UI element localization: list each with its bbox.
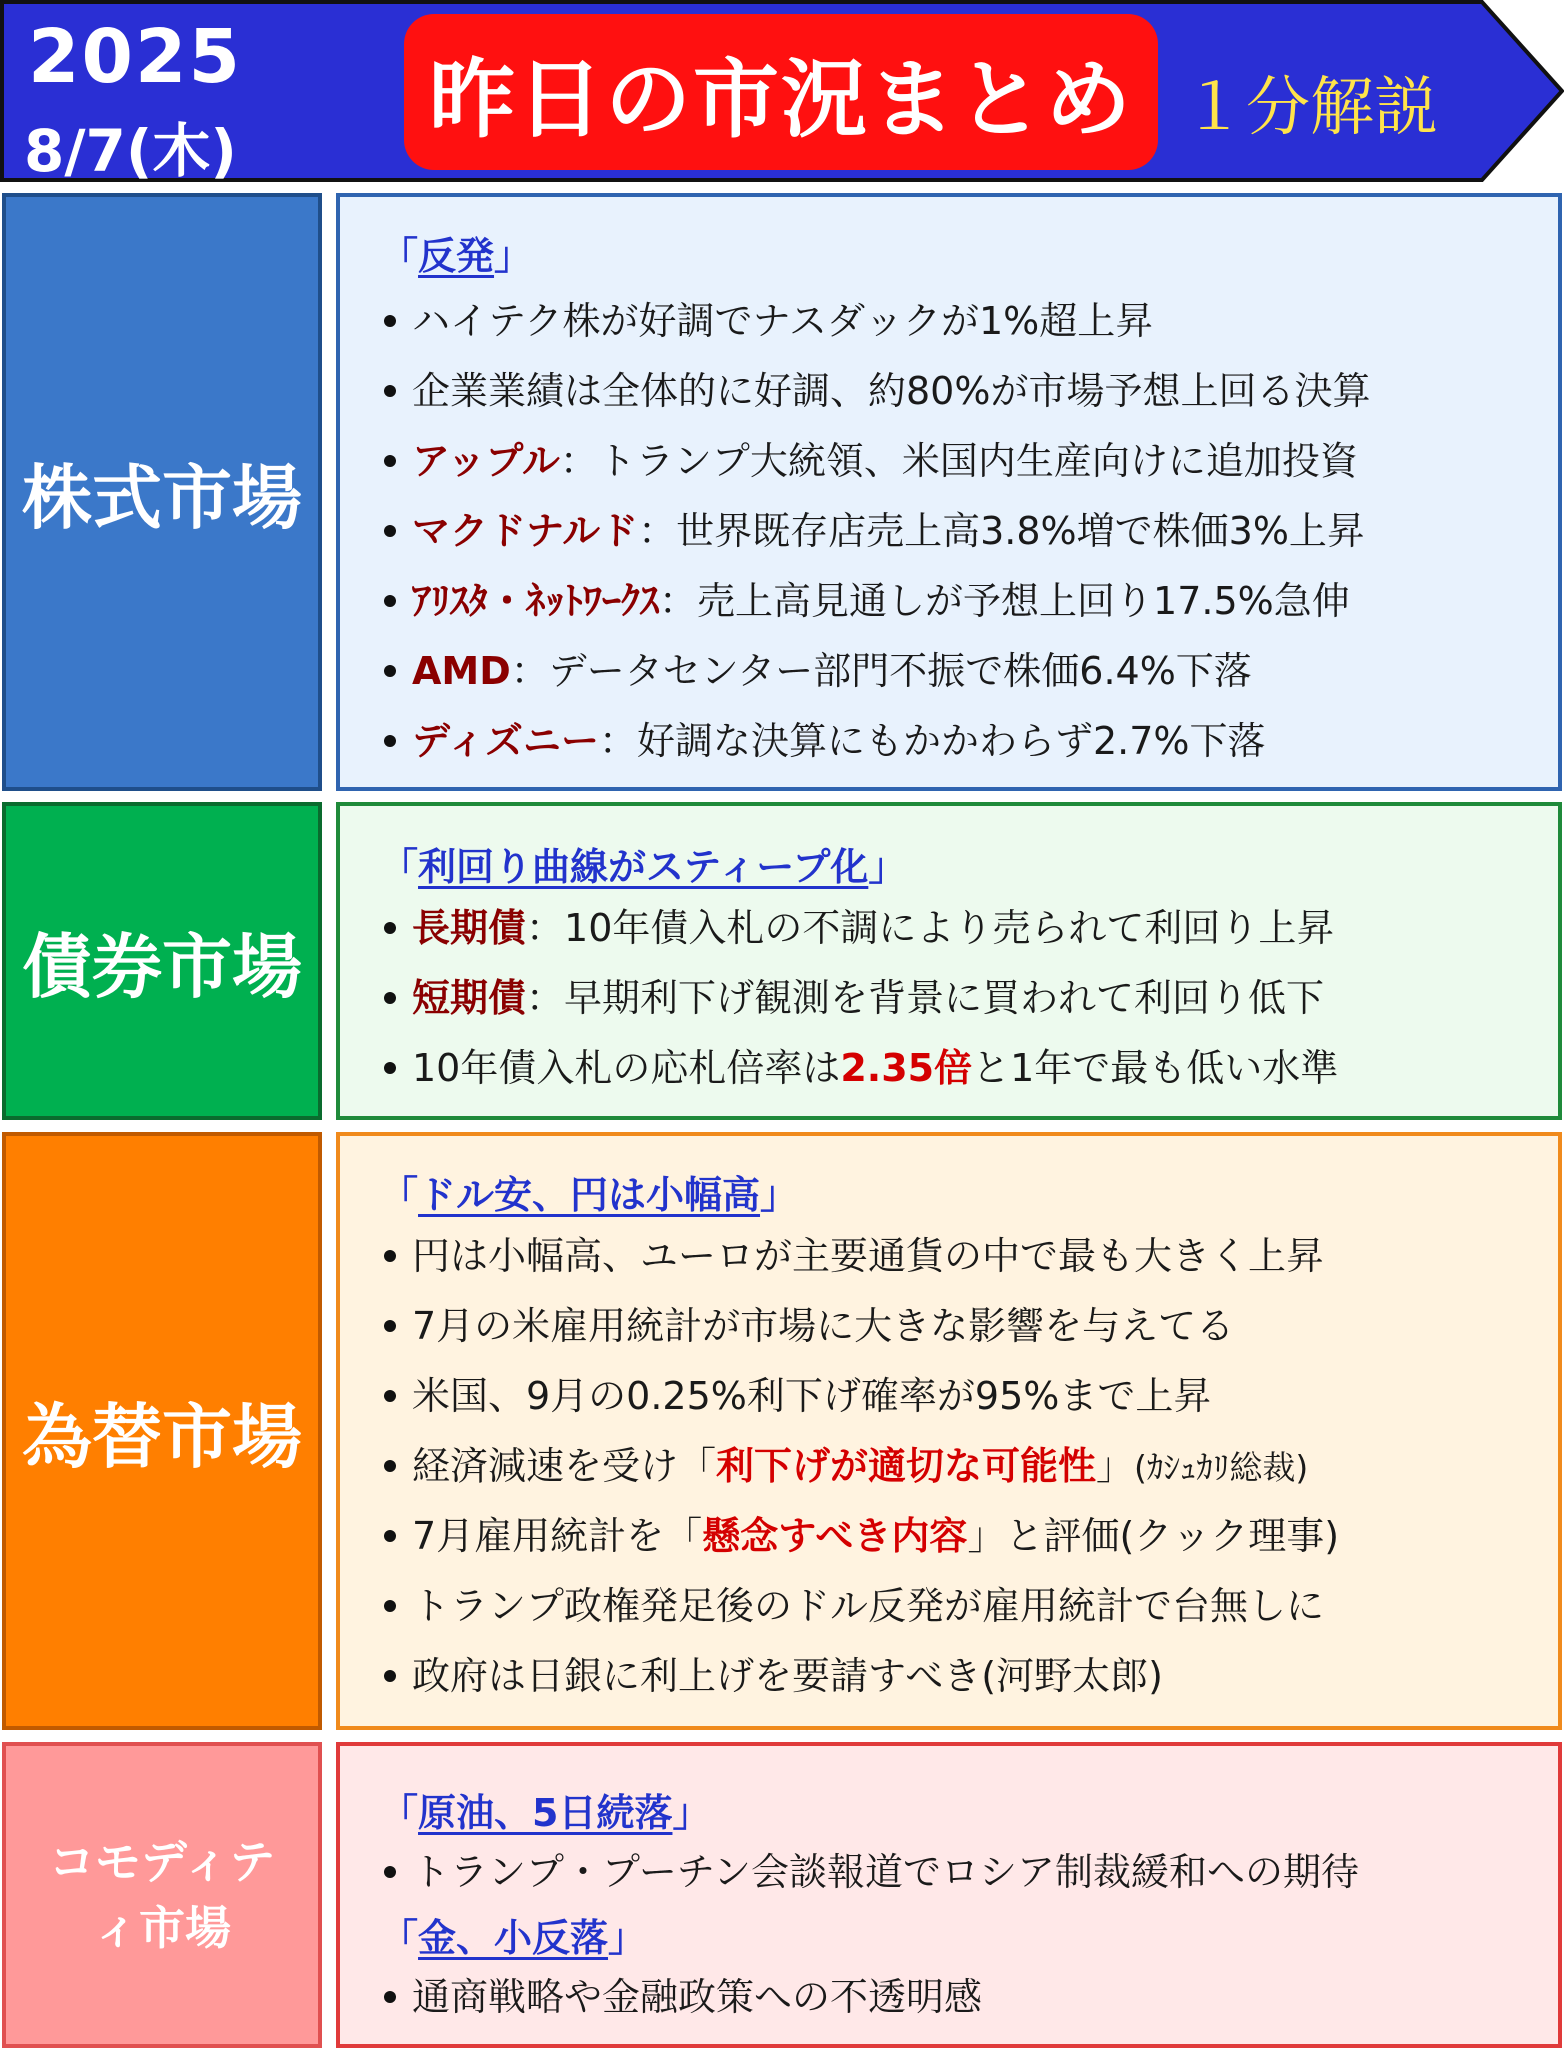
list-item xyxy=(380,1962,1538,2032)
item-text: 政府は日銀に利上げを要請すべき(河野太郎) xyxy=(412,1654,1163,1698)
item-text: ：トランプ大統領、米国内生産向けに追加投資 xyxy=(559,439,1358,483)
item-keyword: ディズニー xyxy=(412,719,599,763)
commodities-label-line: ィ市場 xyxy=(92,1901,231,1955)
list-item xyxy=(380,496,1538,566)
item-keyword: ｱﾘｽﾀ・ﾈｯﾄﾜｰｸｽ xyxy=(412,579,660,623)
list-item xyxy=(380,963,1538,1033)
item-text: 企業業績は全体的に好調、約80%が市場予想上回る決算 xyxy=(412,369,1371,413)
list-item xyxy=(380,1033,1538,1103)
item-text: ：世界既存店売上高3.8%増で株価3%上昇 xyxy=(638,509,1365,553)
item-highlight: 利下げが適切な可能性 xyxy=(716,1444,1097,1488)
commodities-label-text xyxy=(49,1829,275,1961)
item-text: と1年で最も低い水準 xyxy=(972,1046,1339,1090)
stocks-label xyxy=(2,193,322,791)
item-text: 10年債入札の応札倍率は xyxy=(412,1046,841,1090)
header-date: 8/7(木) xyxy=(24,117,237,185)
item-text: ハイテク株が好調でナスダックが1%超上昇 xyxy=(412,299,1154,343)
stocks-list xyxy=(380,286,1538,776)
item-keyword: 長期債 xyxy=(412,906,527,950)
list-item xyxy=(380,1571,1538,1641)
stocks-headline: 「反発」 xyxy=(380,234,533,278)
item-keyword: マクドナルド xyxy=(412,509,639,553)
item-text: 7月雇用統計を「 xyxy=(412,1514,703,1558)
item-highlight: 懸念すべき内容 xyxy=(702,1514,968,1558)
commodities-label xyxy=(2,1742,322,2048)
fx-label xyxy=(2,1132,322,1730)
page-subtitle: １分解説 xyxy=(1182,71,1438,145)
oil-list xyxy=(380,1837,1538,1907)
stocks-headline-text: 反発 xyxy=(418,234,495,278)
item-highlight: 2.35倍 xyxy=(840,1046,973,1090)
list-item xyxy=(380,1837,1538,1907)
item-text: ：10年債入札の不調により売られて利回り上昇 xyxy=(526,906,1335,950)
bonds-panel xyxy=(336,802,1562,1120)
list-item xyxy=(380,893,1538,963)
bonds-label-text: 債券市場 xyxy=(22,925,302,1008)
header-year: 2025 xyxy=(28,14,242,100)
fx-panel xyxy=(336,1132,1562,1730)
list-item xyxy=(380,286,1538,356)
fx-headline: 「ドル安、円は小幅高」 xyxy=(380,1173,799,1217)
item-keyword: 短期債 xyxy=(412,976,527,1020)
gold-headline-text: 金、小反落 xyxy=(418,1916,609,1960)
commodities-label-line: コモディテ xyxy=(48,1835,276,1889)
list-item xyxy=(380,1361,1538,1431)
list-item xyxy=(380,426,1538,496)
list-item xyxy=(380,636,1538,706)
item-text: 通商戦略や金融政策への不透明感 xyxy=(412,1975,983,2019)
item-text: 円は小幅高、ユーロが主要通貨の中で最も大きく上昇 xyxy=(412,1234,1325,1278)
bonds-headline-text: 利回り曲線がスティープ化 xyxy=(418,845,869,889)
item-keyword: AMD xyxy=(412,649,511,693)
list-item xyxy=(380,356,1538,426)
list-item xyxy=(380,1291,1538,1361)
list-item xyxy=(380,706,1538,776)
page-title: 昨日の市況まとめ xyxy=(429,50,1133,150)
item-text: トランプ・プーチン会談報道でロシア制裁緩和への期待 xyxy=(412,1850,1359,1894)
bonds-label xyxy=(2,802,322,1120)
item-text: 経済減速を受け「 xyxy=(412,1444,717,1488)
bonds-list xyxy=(380,893,1538,1103)
item-text: ：売上高見通しが予想上回り17.5%急伸 xyxy=(659,579,1350,623)
commodities-panel xyxy=(336,1742,1562,2048)
list-item xyxy=(380,1641,1538,1711)
list-item xyxy=(380,1501,1538,1571)
item-text: ：好調な決算にもかかわらず2.7%下落 xyxy=(598,719,1266,763)
item-keyword: アップル xyxy=(412,439,560,483)
stocks-panel xyxy=(336,193,1562,791)
fx-label-text: 為替市場 xyxy=(22,1395,302,1478)
header-banner xyxy=(0,0,1564,185)
item-text: 米国、9月の0.25%利下げ確率が95%まで上昇 xyxy=(412,1374,1212,1418)
oil-headline-text: 原油、5日続落 xyxy=(418,1791,673,1835)
oil-headline: 「原油、5日続落」 xyxy=(380,1791,711,1835)
item-text: ：早期利下げ観測を背景に買われて利回り低下 xyxy=(526,976,1325,1020)
stocks-label-text: 株式市場 xyxy=(22,456,302,539)
item-text: 7月の米雇用統計が市場に大きな影響を与えてる xyxy=(412,1304,1235,1348)
gold-list xyxy=(380,1962,1538,2032)
list-item xyxy=(380,1431,1538,1501)
fx-headline-text: ドル安、円は小幅高 xyxy=(418,1173,761,1217)
item-text: 」と評価(クック理事) xyxy=(967,1514,1340,1558)
fx-list xyxy=(380,1221,1538,1711)
item-attribution: (ｶｼｭｶﾘ総裁) xyxy=(1134,1448,1309,1487)
item-text: トランプ政権発足後のドル反発が雇用統計で台無しに xyxy=(412,1584,1325,1628)
list-item xyxy=(380,1221,1538,1291)
item-text: 」 xyxy=(1096,1444,1135,1488)
bonds-headline: 「利回り曲線がスティープ化」 xyxy=(380,845,907,889)
title-box xyxy=(404,14,1158,170)
gold-headline: 「金、小反落」 xyxy=(380,1916,647,1960)
list-item xyxy=(380,566,1538,636)
item-text: ：データセンター部門不振で株価6.4%下落 xyxy=(510,649,1252,693)
